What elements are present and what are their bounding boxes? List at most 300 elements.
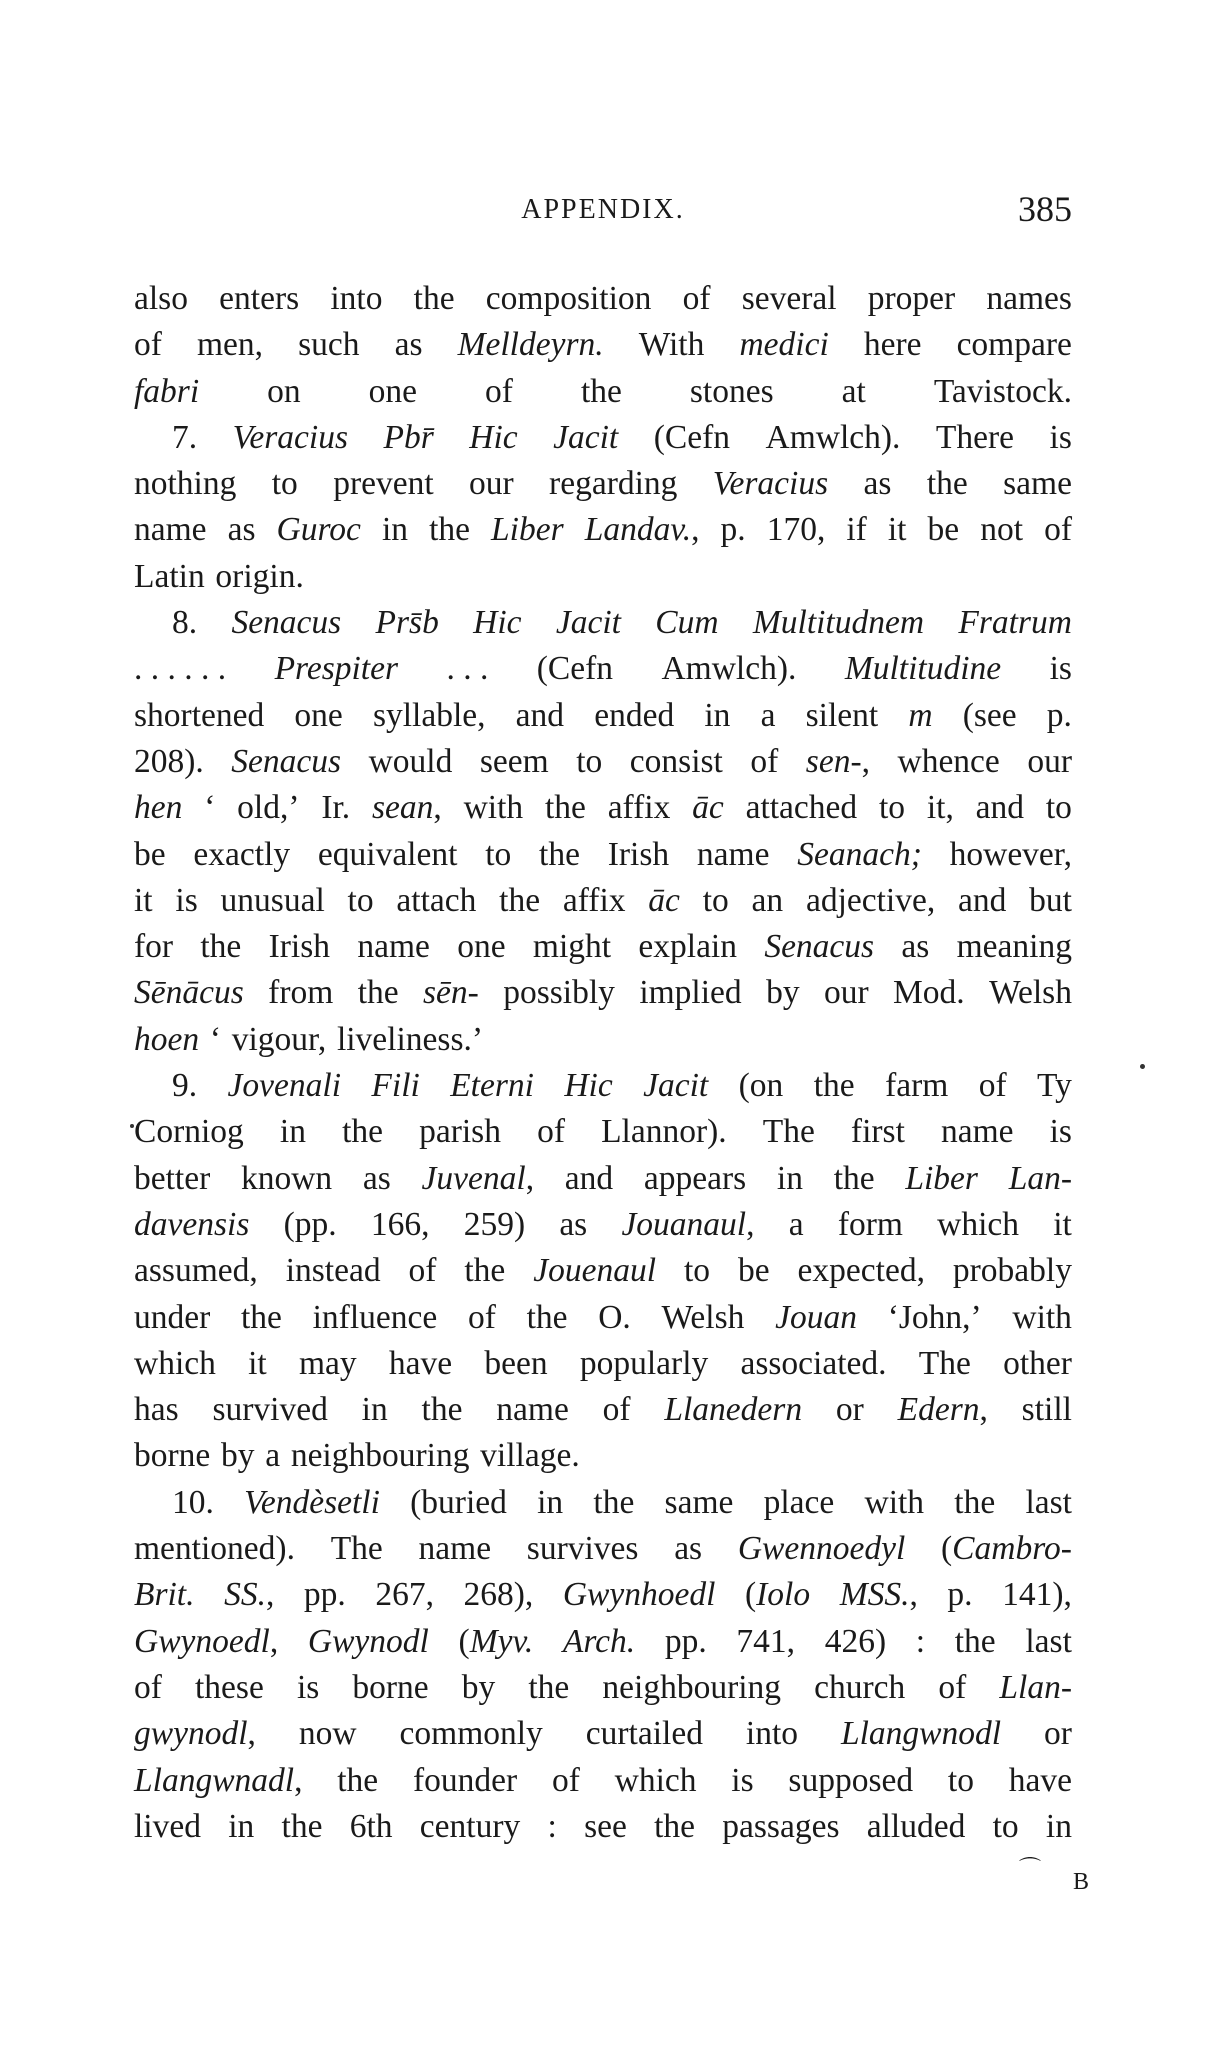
word: with [1012, 1298, 1072, 1336]
word: our [823, 974, 869, 1012]
word: 8. [172, 604, 198, 642]
word: āc [692, 789, 724, 827]
word: Jacit [643, 1067, 709, 1105]
word: the [833, 1159, 875, 1197]
word: as [394, 326, 423, 364]
word: have [1008, 1761, 1072, 1799]
word: the [281, 1807, 323, 1845]
word: āc [648, 881, 680, 919]
word: Jacit [555, 604, 621, 642]
text-line [134, 369, 1072, 415]
word: regarding [549, 465, 678, 503]
text-line [134, 924, 1072, 970]
word: the [654, 1807, 696, 1845]
text-line [134, 554, 1072, 600]
word: associated. [740, 1344, 887, 1382]
word: popularly [579, 1344, 709, 1382]
word: of [750, 742, 779, 780]
word: influence [312, 1298, 438, 1336]
word: as [559, 1205, 588, 1243]
word: Juvenal, [421, 1159, 535, 1197]
word: first [850, 1113, 905, 1151]
word: the [342, 1113, 383, 1151]
word: 267, [375, 1576, 434, 1614]
text-line [134, 785, 1072, 831]
word: equivalent [317, 835, 458, 873]
word: in [537, 1483, 564, 1521]
word: these [195, 1668, 264, 1706]
word: the [539, 835, 580, 873]
word: the [813, 1067, 855, 1105]
word: Llangwnodl [840, 1715, 1002, 1753]
word: Cum [655, 604, 719, 642]
word: for [134, 928, 174, 966]
word: known [240, 1159, 333, 1197]
word: in [279, 1113, 306, 1151]
word: of [537, 1113, 565, 1151]
word: on [267, 372, 301, 410]
word: 268), [463, 1576, 534, 1614]
text-line [134, 415, 1072, 461]
body-text [134, 276, 1072, 1850]
book-page [134, 188, 1072, 1850]
word: Jacit [553, 418, 619, 456]
word: Welsh [661, 1298, 745, 1336]
text-line [134, 1109, 1072, 1155]
text-line [134, 1202, 1072, 1248]
word: Brit. [134, 1576, 195, 1614]
word: Jouan [775, 1298, 857, 1336]
word: by [461, 1668, 496, 1706]
word: or [1044, 1715, 1072, 1753]
word: implied [639, 974, 742, 1012]
word: The [918, 1344, 971, 1382]
text-line [134, 276, 1072, 322]
word: Multitudnem [752, 604, 925, 642]
word: into [745, 1715, 799, 1753]
word: expected, [797, 1252, 925, 1290]
signature-letter: B [1072, 1869, 1089, 1895]
word: name [357, 928, 430, 966]
word: Ir. [321, 789, 351, 827]
word: whence [897, 742, 1000, 780]
word: which [614, 1761, 697, 1799]
word: pp. [303, 1576, 346, 1614]
word: The [762, 1113, 815, 1151]
word: Tavistock. [933, 372, 1072, 410]
word: liveliness.’ [336, 1020, 484, 1058]
word: survived [212, 1391, 328, 1429]
word: in [776, 1159, 803, 1197]
text-line [134, 1758, 1072, 1804]
word: sean, [371, 789, 442, 827]
word: our [1027, 742, 1072, 780]
word: also [134, 280, 188, 317]
word: to [878, 789, 906, 827]
word: the [954, 1483, 996, 1521]
word: Hic [473, 604, 522, 642]
word: into [330, 280, 383, 317]
word: is [296, 1668, 320, 1706]
word: name [134, 511, 207, 549]
word: other [1003, 1344, 1072, 1382]
word: 10. [172, 1483, 214, 1521]
word: see [584, 1807, 627, 1845]
word: adjective, [805, 881, 936, 919]
word: probably [952, 1252, 1072, 1290]
text-line [134, 1480, 1072, 1526]
word: with [864, 1483, 925, 1521]
text-line [134, 878, 1072, 924]
word: to [683, 1252, 711, 1290]
word: ‘ [209, 1020, 221, 1058]
word: 208). [134, 742, 204, 780]
word: have [388, 1344, 453, 1382]
word: Hic [564, 1067, 613, 1105]
word: not [980, 511, 1024, 549]
word: 259) [463, 1205, 526, 1243]
text-line [134, 832, 1072, 878]
word: lived [134, 1807, 201, 1845]
word: church [814, 1668, 906, 1706]
word: Senacus [231, 604, 342, 642]
word: (Iolo [745, 1576, 811, 1614]
word: Eterni [450, 1067, 534, 1105]
word: supposed [788, 1761, 914, 1799]
word: parish [419, 1113, 501, 1151]
word: Senacus [764, 928, 875, 966]
word: be [134, 835, 166, 873]
word: would [368, 742, 453, 780]
word: medici [739, 326, 829, 364]
word: the [593, 1483, 635, 1521]
word: to [947, 1761, 974, 1799]
word: : [547, 1807, 557, 1845]
word: Latin [134, 557, 205, 595]
word: name [418, 1530, 492, 1568]
word: and [564, 1159, 614, 1197]
word: (Cefn [653, 418, 731, 456]
word: of [978, 1067, 1007, 1105]
word: a [265, 1437, 281, 1475]
word: at [841, 372, 866, 410]
word: several [741, 280, 837, 317]
word: borne [352, 1668, 429, 1706]
word: with [463, 789, 524, 827]
word: the [526, 1298, 568, 1336]
word: prevent [333, 465, 434, 503]
word: to [347, 881, 374, 919]
word: (see [962, 696, 1017, 734]
word: here [863, 326, 922, 364]
header-title: APPENDIX. [521, 194, 685, 225]
word: a [788, 1205, 804, 1243]
word: which [134, 1344, 216, 1382]
word: . . . . . . [134, 650, 227, 688]
word: gwynodl, [134, 1715, 256, 1753]
word: may [298, 1344, 357, 1382]
word: is [1049, 418, 1072, 456]
word: Llangwnadl, [134, 1761, 303, 1799]
word: Mod. [893, 974, 965, 1012]
text-line [134, 507, 1072, 553]
word: last [1025, 1622, 1072, 1660]
word: Ty [1037, 1067, 1072, 1105]
word: ‘ [204, 789, 216, 827]
word: affix [562, 881, 626, 919]
word: attach [396, 881, 477, 919]
word: be [927, 511, 960, 549]
word: p. [720, 511, 746, 549]
word: neighbouring [290, 1437, 470, 1475]
word: and [975, 789, 1025, 827]
word: Vendèsetli [244, 1483, 380, 1521]
word: Liber [905, 1159, 978, 1197]
word: men, [196, 326, 264, 364]
word: affix [607, 789, 671, 827]
word: Jouenaul [533, 1252, 657, 1290]
word: shortened [134, 696, 265, 734]
word: Fratrum [958, 604, 1072, 642]
word: same [664, 1483, 734, 1521]
word: Guroc [276, 511, 361, 549]
word: (Myv. [458, 1622, 534, 1660]
word: consist [629, 742, 723, 780]
text-line [134, 322, 1072, 368]
word: composition [485, 280, 652, 317]
word: be [737, 1252, 770, 1290]
word: the [464, 1252, 506, 1290]
running-header [134, 188, 1072, 238]
text-line [134, 1156, 1072, 1202]
word: has [134, 1391, 179, 1429]
word: Jouanaul, [621, 1205, 755, 1243]
word: however, [949, 835, 1072, 873]
text-line [134, 1248, 1072, 1294]
word: 426) [824, 1622, 887, 1660]
word: farm [885, 1067, 949, 1105]
word: (pp. [283, 1205, 337, 1243]
word: exactly [193, 835, 291, 873]
word: meaning [956, 928, 1072, 966]
word: With [638, 326, 705, 364]
word: one [294, 696, 343, 734]
word: better [134, 1159, 211, 1197]
word: our [469, 465, 514, 503]
word: stones [689, 372, 774, 410]
word: SS., [224, 1576, 275, 1614]
signature-mark: ⌒ [1018, 1856, 1041, 1881]
word: Arch. [562, 1622, 636, 1660]
word: appears [643, 1159, 747, 1197]
word: the [413, 280, 455, 317]
word: the [926, 465, 968, 503]
word: such [298, 326, 360, 364]
word: 9. [172, 1067, 198, 1105]
word: Multitudine [844, 650, 1002, 688]
word: century [419, 1807, 521, 1845]
word: survives [526, 1530, 639, 1568]
word: the [200, 928, 242, 966]
word: under [134, 1298, 211, 1336]
word: Fili [371, 1067, 420, 1105]
word: Welsh [989, 974, 1072, 1012]
word: old,’ [237, 789, 300, 827]
word: Melldeyrn. [457, 326, 604, 364]
word: (on [738, 1067, 784, 1105]
word: Edern, [897, 1391, 988, 1429]
word: name [696, 835, 770, 873]
word: as [674, 1530, 703, 1568]
text-line [134, 693, 1072, 739]
word: Pbr̄ [383, 418, 434, 456]
word: Veracius [712, 465, 829, 503]
word: neighbouring [602, 1668, 782, 1706]
word: the [580, 372, 622, 410]
word: of [682, 280, 711, 317]
word: of [551, 1761, 580, 1799]
text-line [134, 1804, 1072, 1850]
word: but [1029, 881, 1072, 919]
word: hen [134, 789, 183, 827]
word: is [731, 1761, 754, 1799]
word: commonly [399, 1715, 543, 1753]
word: a [760, 696, 776, 734]
word: as [901, 928, 930, 966]
word: the [240, 1298, 282, 1336]
word: seem [479, 742, 549, 780]
word: 6th [349, 1807, 393, 1845]
text-line [134, 739, 1072, 785]
word: attached [745, 789, 858, 827]
word: borne [134, 1437, 211, 1475]
word: of [1044, 511, 1072, 549]
word: Lan- [1008, 1159, 1072, 1197]
word: Llanedern [664, 1391, 803, 1429]
word: the [429, 511, 470, 549]
word: (Cefn [536, 650, 614, 688]
word: been [484, 1344, 548, 1382]
text-line [134, 1063, 1072, 1109]
word: Liber [491, 511, 564, 549]
word: mentioned). [134, 1530, 295, 1568]
ink-speck [130, 1124, 134, 1128]
word: as [227, 511, 256, 549]
word: Gwynodl [307, 1622, 429, 1660]
word: the [337, 1761, 379, 1799]
word: Gwennoedyl [737, 1530, 906, 1568]
word: hoen [134, 1020, 200, 1058]
word: is [1049, 1113, 1072, 1151]
word: might [532, 928, 612, 966]
text-line [134, 970, 1072, 1016]
text-line [134, 646, 1072, 692]
text-line [134, 1295, 1072, 1341]
word: 741, [736, 1622, 796, 1660]
word: and [958, 881, 1007, 919]
word: 7. [172, 418, 198, 456]
text-line [134, 461, 1072, 507]
word: form [837, 1205, 903, 1243]
word: last [1025, 1483, 1072, 1521]
word: compare [956, 326, 1072, 364]
word: now [298, 1715, 357, 1753]
word: 166, [370, 1205, 430, 1243]
word: an [751, 881, 784, 919]
word: Landav., [584, 511, 700, 549]
word: Irish [268, 928, 331, 966]
word: vigour, [231, 1020, 327, 1058]
word: the [528, 1668, 570, 1706]
word: There [935, 418, 1015, 456]
text-line [134, 1526, 1072, 1572]
word: O. [598, 1298, 631, 1336]
word: to [1045, 789, 1072, 827]
word: proper [867, 280, 956, 317]
word: enters [219, 280, 300, 317]
word: still [1021, 1391, 1072, 1429]
word: of [467, 1298, 496, 1336]
word: or [835, 1391, 864, 1429]
word: origin. [215, 557, 304, 595]
word: Amwlch). [765, 418, 901, 456]
text-line [134, 1433, 1072, 1479]
word: one [457, 928, 506, 966]
word: Seanach; [797, 835, 922, 873]
word: of [602, 1391, 631, 1429]
ink-speck [1140, 1064, 1145, 1069]
word: of [938, 1668, 967, 1706]
word: to [485, 835, 512, 873]
word: to [992, 1807, 1019, 1845]
word: in [228, 1807, 255, 1845]
text-line [134, 1619, 1072, 1665]
word: nothing [134, 465, 237, 503]
word: Senacus [231, 742, 342, 780]
word: 141), [1002, 1576, 1072, 1614]
page-number: 385 [1018, 189, 1072, 229]
word: ‘John,’ [887, 1298, 982, 1336]
word: Veracius [232, 418, 348, 456]
word: syllable, [372, 696, 486, 734]
word: of [485, 372, 513, 410]
word: davensis [134, 1205, 250, 1243]
text-line [134, 1711, 1072, 1757]
word: founder [412, 1761, 518, 1799]
word: m [908, 696, 933, 734]
word: Llan- [999, 1668, 1072, 1706]
word: to [271, 465, 298, 503]
word: sen-, [805, 742, 870, 780]
word: p. [1046, 696, 1072, 734]
word: Corniog [134, 1113, 244, 1151]
word: it [248, 1344, 267, 1382]
word: Prs̄b [375, 604, 439, 642]
word: by [766, 974, 800, 1012]
word: to [702, 881, 729, 919]
word: Hic [469, 418, 518, 456]
word: same [1003, 465, 1072, 503]
word: The [330, 1530, 383, 1568]
word: from [268, 974, 334, 1012]
word: names [986, 280, 1072, 317]
word: it [134, 881, 153, 919]
word: Sēnācus [134, 974, 244, 1012]
text-line [134, 600, 1072, 646]
word: assumed, [134, 1252, 258, 1290]
word: in [361, 1391, 388, 1429]
word: Jovenali [227, 1067, 342, 1105]
